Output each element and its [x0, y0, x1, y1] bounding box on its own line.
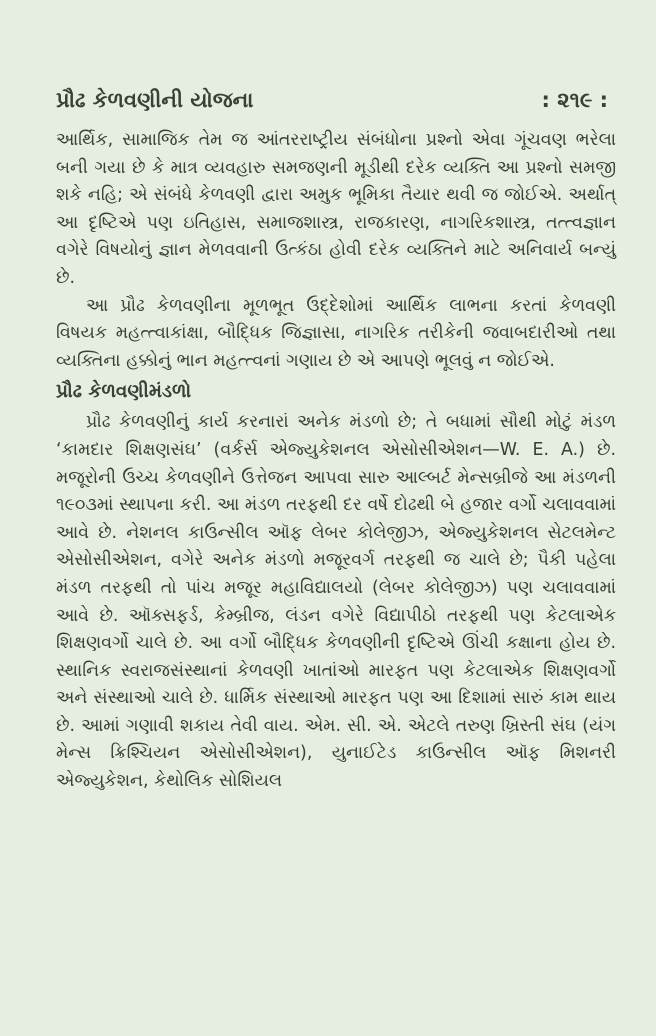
section-heading: પ્રૌઢ કેળવણીમંડળો [56, 381, 192, 403]
running-title: પ્રૌઢ કેળવણીની યોજના [56, 88, 254, 112]
section-body: પ્રૌઢ કેળવણીનું કાર્ય કરનારાં અનેક મંડળો છે; તે બધામાં સૌથી મોટું મંડળ ‘કામદાર શિક્ષણસંઘ’ (વર્કર્સ એજ્યુકેશનલ એસોસીએશન—W. E. A.) છે. મજૂરોની ઉચ્ચ કેળવણીને ઉત્તેજન આપવા સારુ આલ્બર્ટ મેન્સબ્રીજે આ મંડળની ૧૯૦૩માં સ્થાપના કરી. આ મંડળ તરફથી દર વર્ષે દોઢથી બે હજાર વર્ગો ચલાવવામાં આવે છે. નેશનલ કાઉન્સીલ ઑફ લેબર કોલેજીઝ, એજ્યુકેશનલ સેટલમેન્ટ એસોસીએશન, વગેરે અનેક મંડળો મજૂરવર્ગ તરફથી જ ચાલે છે; પૈકી પહેલા મંડળ તરફથી તો પાંચ મજૂર મહાવિદ્યાલયો (લેબર કોલેજીઝ) પણ ચલાવવામાં આવે છે. ઑક્સફર્ડ, કેમ્બ્રીજ, લંડન વગેરે વિદ્યાપીઠો તરફથી પણ કેટલાએક શિક્ષણવર્ગો ચાલે છે. આ વર્ગો બૌદ્ધિક કેળવણીની દૃષ્ટિએ ઊંચી કક્ષાના હોય છે. સ્થાનિક સ્વરાજસંસ્થાનાં કેળવણી ખાતાંઓ મારફત પણ કેટલાએક શિક્ષણવર્ગો અને સંસ્થાઓ ચાલે છે. ધાર્મિક સંસ્થાઓ મારફત પણ આ દિશામાં સારું કામ થાય છે. આમાં ગણાવી શકાય તેવી વાય. એમ. સી. એ. એટલે તરુણ ખ્રિસ્તી સંઘ (યંગ મેન્સ ક્રિશ્ચિયન એસોસીએશન), યુનાઈટેડ કાઉન્સીલ ઑફ મિશનરી એજ્યુકેશન, કેથોલિક સોશિયલ [56, 412, 616, 792]
page-number: : ૨૧૯ : [541, 88, 608, 112]
running-header [56, 88, 616, 113]
paragraph-2: આ પ્રૌઢ કેળવણીના મૂળભૂત ઉદ્દેશોમાં આર્થિક લાભના કરતાં કેળવણી વિષયક મહત્ત્વાકાંક્ષા, બૌદ્ધિક જિજ્ઞાસા, નાગરિક તરીકેની જવાબદારીઓ તથા વ્યક્તિના હક્કોનું ભાન મહત્ત્વનાં ગણાય છે એ આપણે ભૂલવું ન જોઈએ. [56, 295, 616, 371]
paragraph-1: આર્થિક, સામાજિક તેમ જ આંતરરાષ્ટ્રીય સંબંધોના પ્રશ્નો એવા ગૂંચવણ ભરેલા બની ગયા છે કે માત્ર વ્યવહારુ સમજણની મૂડીથી દરેક વ્યક્તિ આ પ્રશ્નો સમજી શકે નહિ; એ સંબંધે કેળવણી દ્વારા અમુક ભૂમિકા તૈયાર થવી જ જોઈએ. અર્થાત્ આ દૃષ્ટિએ પણ ઇતિહાસ, સમાજશાસ્ત્ર, રાજકારણ, નાગરિકશાસ્ત્ર, તત્ત્વજ્ઞાન વગેરે વિષયોનું જ્ઞાન મેળવવાની ઉત્કંઠા હોવી દરેક વ્યક્તિને માટે અનિવાર્ય બન્યું છે. [56, 130, 616, 288]
